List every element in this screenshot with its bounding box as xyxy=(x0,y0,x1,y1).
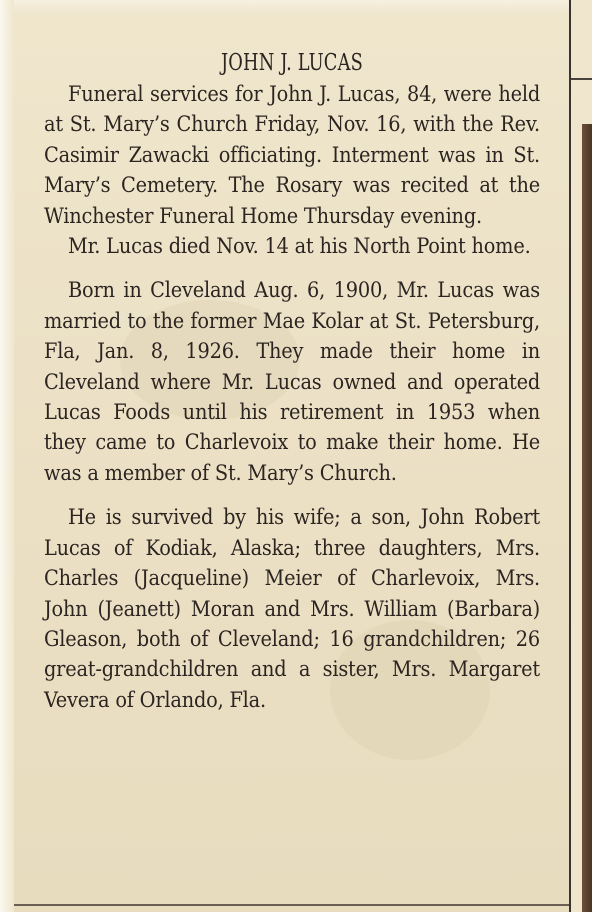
article-paragraph-4: He is survived by his wife; a son, John Robert Lucas of Kodiak, Alaska; three daughters, Mrs. Charles (Jacqueline) Meier of Charlevoix, Mrs. John (Jeanett) Moran and Mrs. William (Barbara) Gleason, both of Cleveland; 16 grandchildren; 26 great-grandchildren and a sister, Mrs. Margaret Vevera of Orlando, Fla. xyxy=(44,505,540,713)
paragraph-spacer xyxy=(44,262,540,276)
paragraph-spacer xyxy=(44,489,540,503)
article-paragraph-1: Funeral services for John J. Lucas, 84, were held at St. Mary’s Church Friday, Nov. 16, with the Rev. Casimir Zawacki officiating. Interment was in St. Mary’s Cemetery. The Rosary was recited at the Winchester Funeral Home Thursday evening. xyxy=(44,82,540,229)
article-paragraph-3: Born in Cleveland Aug. 6, 1900, Mr. Lucas was married to the former Mae Kolar at St. Petersburg, Fla, Jan. 8, 1926. They made their home in Cleveland where Mr. Lucas owned and operated Lucas Foods until his retirement in 1953 when they came to Charlevoix to make their home. He was a member of St. Mary’s Church. xyxy=(44,278,540,486)
obituary-article xyxy=(44,48,540,716)
bottom-rule xyxy=(14,904,569,906)
adjacent-column-shadow xyxy=(582,124,592,912)
clipping-left-edge xyxy=(0,0,14,912)
clipping-top-edge xyxy=(12,0,572,14)
article-headline: JOHN J. LUCAS xyxy=(220,50,363,76)
article-paragraph-2: Mr. Lucas died Nov. 14 at his North Point home. xyxy=(68,234,531,260)
adjacent-column-rule xyxy=(571,78,592,80)
